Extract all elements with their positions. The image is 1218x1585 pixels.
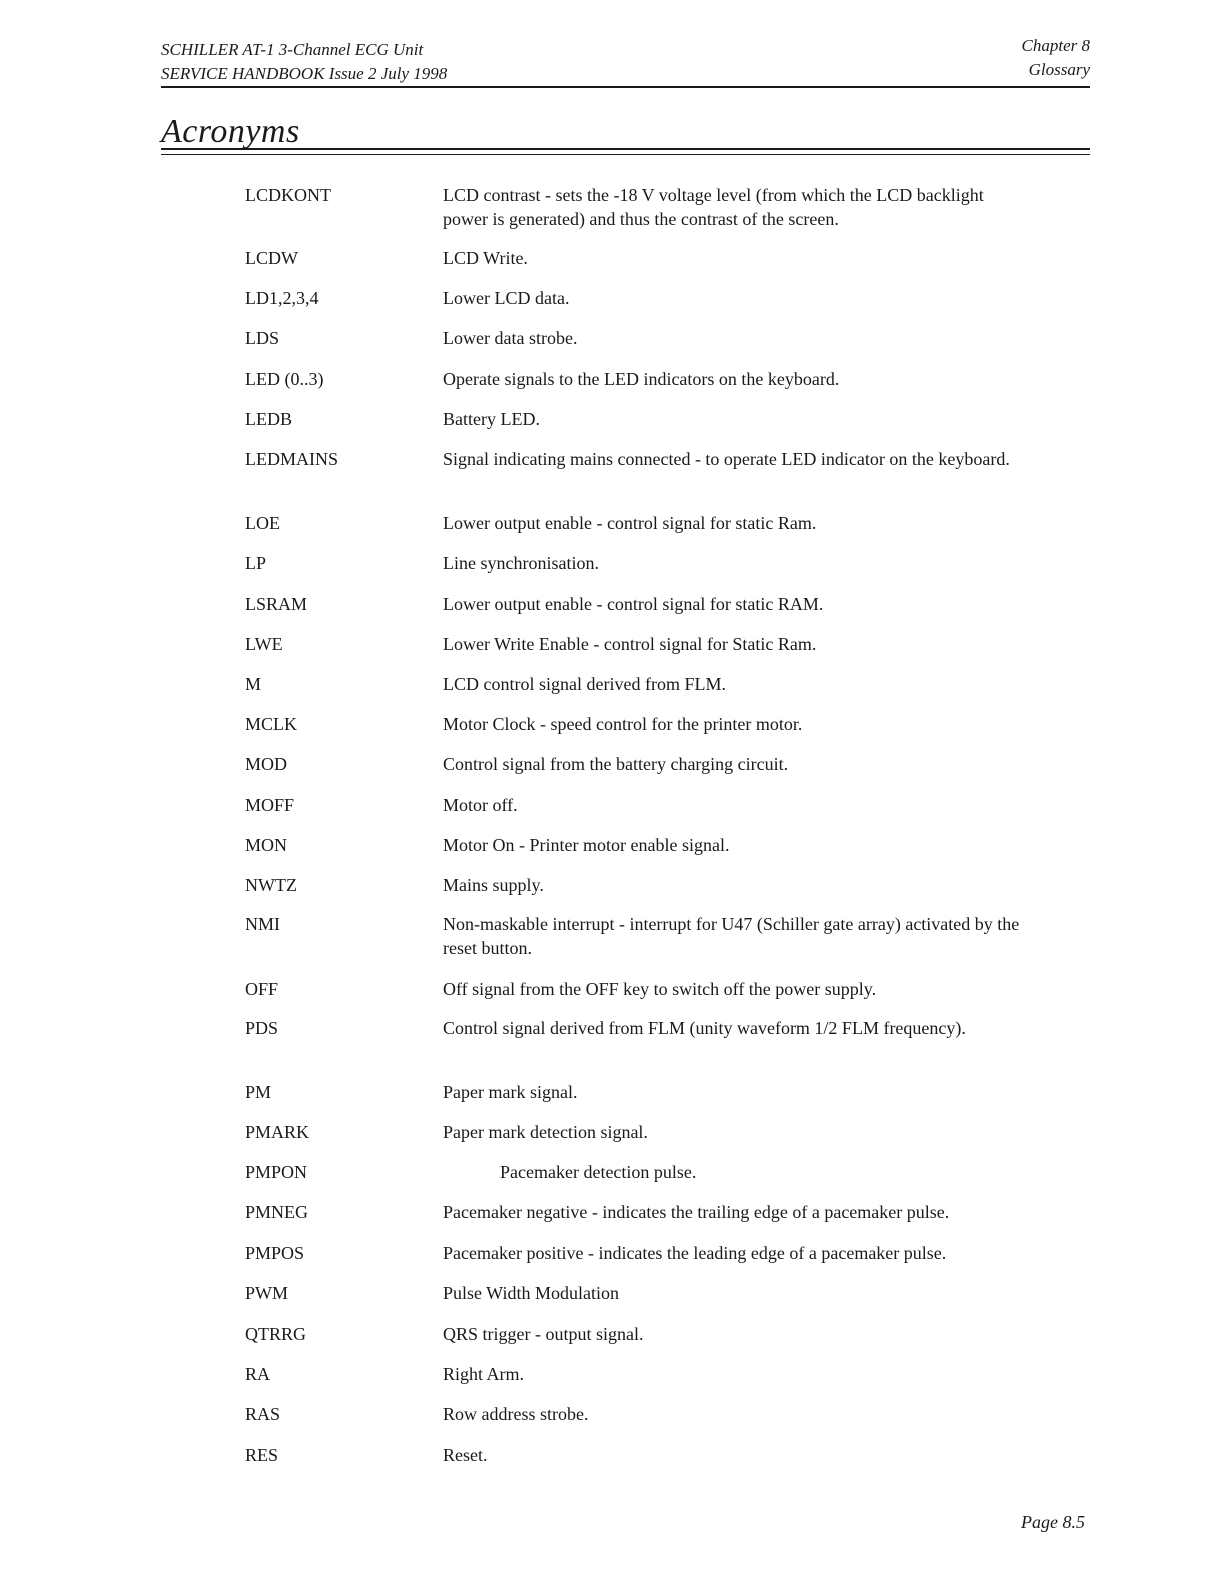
header-left: [161, 38, 447, 86]
entry-term: PWM: [245, 1283, 289, 1303]
entry-term: LEDB: [245, 409, 292, 429]
page-number: Page 8.5: [1021, 1512, 1085, 1532]
page-title: Acronyms: [161, 113, 300, 150]
entry-term: MOFF: [245, 795, 295, 815]
entry-definition: Control signal from the battery charging circuit.: [443, 754, 789, 774]
title-rule: [161, 148, 1090, 150]
entry-term: LED (0..3): [245, 369, 324, 389]
entry-term: PMNEG: [245, 1202, 309, 1222]
entry-term: LCDW: [245, 248, 298, 268]
entry-definition: Pacemaker positive - indicates the leading edge of a pacemaker pulse.: [443, 1243, 947, 1263]
entry-definition: Off signal from the OFF key to switch off the power supply.: [443, 979, 877, 999]
header-product: SCHILLER AT-1 3-Channel ECG Unit: [161, 40, 424, 59]
entry-term: MOD: [245, 754, 288, 774]
entry-term: LD1,2,3,4: [245, 288, 319, 308]
entry-term: PMARK: [245, 1122, 310, 1142]
entry-definition: Paper mark signal.: [443, 1082, 578, 1102]
entry-term: LEDMAINS: [245, 449, 338, 469]
entry-definition: Paper mark detection signal.: [443, 1122, 648, 1142]
entry-term: NWTZ: [245, 875, 297, 895]
entry-term: OFF: [245, 979, 279, 999]
entry-definition: Lower output enable - control signal for static Ram.: [443, 513, 817, 533]
entry-definition: LCD Write.: [443, 248, 528, 268]
entry-definition: LCD control signal derived from FLM.: [443, 674, 726, 694]
entry-definition: Motor Clock - speed control for the printer motor.: [443, 714, 803, 734]
entry-definition: Pacemaker negative - indicates the trailing edge of a pacemaker pulse.: [443, 1202, 950, 1222]
entry-term: MCLK: [245, 714, 298, 734]
entry-definition: Signal indicating mains connected - to operate LED indicator on the keyboard.: [443, 449, 1010, 469]
entry-term: RA: [245, 1364, 271, 1384]
entry-definition: QRS trigger - output signal.: [443, 1324, 644, 1344]
entry-definition: Reset.: [443, 1445, 488, 1465]
title-rule-thin: [161, 154, 1090, 155]
header-right: [1022, 34, 1090, 82]
entry-term: LWE: [245, 634, 283, 654]
header-section: Glossary: [1028, 60, 1090, 79]
entry-term: LCDKONT: [245, 185, 331, 205]
entry-definition: Operate signals to the LED indicators on the keyboard.: [443, 369, 840, 389]
entry-term: PMPON: [245, 1162, 308, 1182]
entry-term: MON: [245, 835, 288, 855]
entry-definition: Line synchronisation.: [443, 553, 599, 573]
entry-term: PM: [245, 1082, 272, 1102]
entry-definition: Motor On - Printer motor enable signal.: [443, 835, 730, 855]
entry-term: PMPOS: [245, 1243, 305, 1263]
entry-definition: Pulse Width Modulation: [443, 1283, 619, 1303]
entry-term: M: [245, 674, 262, 694]
entry-definition: Battery LED.: [443, 409, 540, 429]
entry-definition: Lower data strobe.: [443, 328, 578, 348]
entry-term: RES: [245, 1445, 279, 1465]
entry-term: LP: [245, 553, 267, 573]
entry-term: NMI: [245, 914, 280, 934]
entry-definition: Mains supply.: [443, 875, 544, 895]
header-chapter: Chapter 8: [1021, 36, 1090, 55]
entry-definition: Control signal derived from FLM (unity waveform 1/2 FLM frequency).: [443, 1018, 966, 1038]
header-rule: [161, 86, 1090, 88]
entry-definition: Motor off.: [443, 795, 518, 815]
header-issue: SERVICE HANDBOOK Issue 2 July 1998: [161, 64, 448, 83]
entry-definition: Row address strobe.: [443, 1404, 589, 1424]
entry-definition: Lower LCD data.: [443, 288, 570, 308]
entry-definition: Pacemaker detection pulse.: [500, 1162, 697, 1182]
entry-definition: LCD contrast - sets the -18 V voltage level (from which the LCD backlight power is generated) and thus the contrast of the screen.: [443, 185, 984, 229]
entry-term: LDS: [245, 328, 280, 348]
entry-term: LSRAM: [245, 594, 308, 614]
entry-definition: Lower Write Enable - control signal for Static Ram.: [443, 634, 817, 654]
entry-term: QTRRG: [245, 1324, 307, 1344]
entry-definition: Right Arm.: [443, 1364, 525, 1384]
entry-definition: Lower output enable - control signal for static RAM.: [443, 594, 824, 614]
entry-term: PDS: [245, 1018, 279, 1038]
entry-term: LOE: [245, 513, 280, 533]
entry-term: RAS: [245, 1404, 281, 1424]
entry-definition: Non-maskable interrupt - interrupt for U47 (Schiller gate array) activated by the reset button.: [443, 914, 1020, 958]
